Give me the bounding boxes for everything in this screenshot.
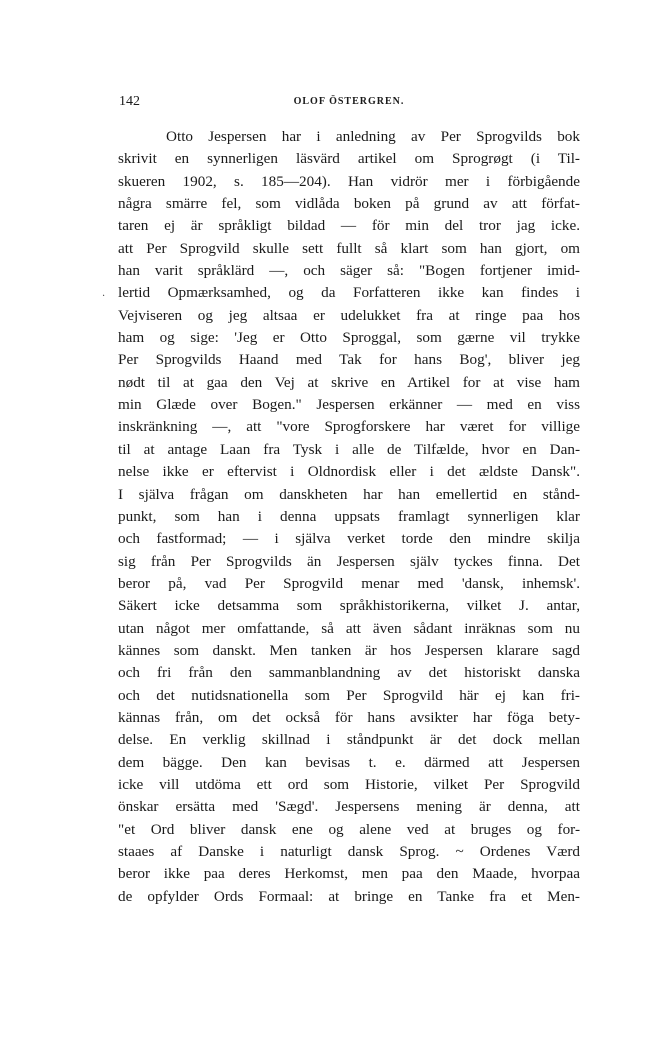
text-line: sig från Per Sprogvilds än Jespersen själv tyckes finna. Det bbox=[118, 552, 580, 570]
text-line: kännas från, om det också för hans avsikter har föga bety- bbox=[118, 708, 580, 726]
text-line: icke vill utdöma ett ord som Historie, vilket Per Sprogvild bbox=[118, 775, 580, 793]
text-line: de opfylder Ords Formaal: at bringe en Tanke fra et Men- bbox=[118, 887, 580, 905]
text-line: några smärre fel, som vidlåda boken på grund av att förfat- bbox=[118, 195, 580, 213]
text-line: til at antage Laan fra Tysk i alle de Tilfælde, hvor en Dan- bbox=[118, 440, 580, 458]
text-line: kännes som danskt. Men tanken är hos Jespersen klarare sagd bbox=[118, 641, 580, 659]
running-head: OLOF ÖSTERGREN. bbox=[293, 96, 405, 107]
text-line: inskränkning —, att "vore Sprogforskere har været for villige bbox=[118, 418, 580, 436]
text-line: I själva frågan om danskheten har han emellertid en stånd- bbox=[118, 485, 580, 503]
text-line: delse. En verklig skillnad i ståndpunkt är det dock mellan bbox=[118, 731, 580, 749]
text-line: min Glæde over Bogen." Jespersen erkänner — med en viss bbox=[118, 396, 580, 414]
text-line: staaes af Danske i naturligt dansk Sprog. ~ Ordenes Værd bbox=[118, 843, 580, 860]
text-line: beror på, vad Per Sprogvild menar med 'dansk, inhemsk'. bbox=[118, 574, 580, 592]
text-line: skueren 1902, s. 185—204). Han vidrör mer i förbigående bbox=[118, 172, 580, 190]
text-line: dem bägge. Den kan bevisas t. e. därmed att Jespersen bbox=[118, 753, 580, 771]
text-line: att Per Sprogvild skulle sett fullt så klart som han gjort, om bbox=[118, 239, 580, 257]
text-line: nødt til at gaa den Vej at skrive en Artikel for at vise ham bbox=[118, 373, 580, 391]
page-header bbox=[119, 94, 579, 114]
text-line: skrivit en synnerligen läsvärd artikel om Sprogrøgt (i Til- bbox=[118, 150, 580, 168]
text-line: Vejviseren og jeg altsaa er udelukket fra at ringe paa hos bbox=[118, 306, 580, 324]
text-line: han varit språklärd —, och säger så: "Bogen fortjener imid- bbox=[118, 262, 580, 280]
text-line: ham og sige: 'Jeg er Otto Sproggal, som gærne vil trykke bbox=[118, 329, 580, 347]
text-line: punkt, som han i denna uppsats framlagt synnerligen klar bbox=[118, 507, 580, 525]
text-line: önskar ersätta med 'Sægd'. Jespersens mening är denna, att bbox=[118, 798, 580, 816]
body-text bbox=[118, 126, 580, 908]
text-line: "et Ord bliver dansk ene og alene ved at bruges og for- bbox=[118, 820, 580, 838]
page-number: 142 bbox=[119, 94, 140, 109]
text-line: Otto Jespersen har i anledning av Per Sprogvilds bok bbox=[166, 128, 580, 145]
text-line: lertid Opmærksamhed, og da Forfatteren ikke kan findes i bbox=[118, 284, 580, 302]
text-line: Säkert icke detsamma som språkhistorikerna, vilket J. antar, bbox=[118, 597, 580, 615]
text-line: utan något mer omfattande, så att även sådant inräknas som nu bbox=[118, 619, 580, 637]
text-line: taren ej är språkligt bildad — för min del tror jag icke. bbox=[118, 217, 580, 235]
text-line: nelse ikke er eftervist i Oldnordisk eller i det ældste Dansk". bbox=[118, 463, 580, 481]
text-line: och det nutidsnationella som Per Sprogvild här ej kan fri- bbox=[118, 686, 580, 704]
text-line: beror ikke paa deres Herkomst, men paa den Maade, hvorpaa bbox=[118, 865, 580, 883]
text-line: Per Sprogvilds Haand med Tak for hans Bog', bliver jeg bbox=[118, 351, 580, 369]
text-line: och fastformad; — i själva verket torde den mindre skilja bbox=[118, 530, 580, 548]
margin-mark: . bbox=[102, 288, 106, 299]
text-line: och fri från den sammanblandning av det historiskt danska bbox=[118, 664, 580, 682]
